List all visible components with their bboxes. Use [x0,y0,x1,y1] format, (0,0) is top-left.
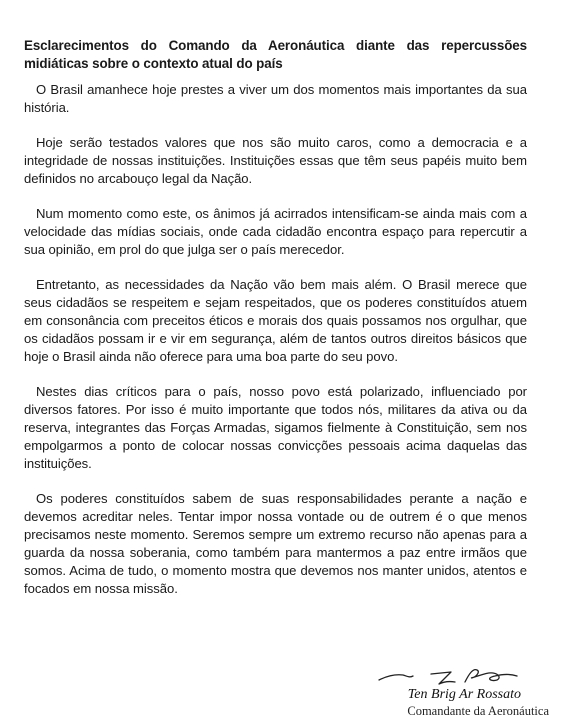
paragraph-2: Hoje serão testados valores que nos são muito caros, como a democracia e a integridade de nossas instituições. Instituições essas que têm seus papéis muito bem definidos no arcabouço legal da Nação. [24,135,527,186]
signature-block [349,662,549,722]
paragraph-3: Num momento como este, os ânimos já acirrados intensificam-se ainda mais com a velocidade das mídias sociais, onde cada cidadão encontra espaço para repercutir a sua opinião, em prol do que julga ser o país merecedor. [24,206,527,257]
document-title: Esclarecimentos do Comando da Aeronáutica diante das repercussões midiáticas sobre o contexto atual do país [24,38,527,71]
signatory-role: Comandante da Aeronáutica [407,704,549,718]
paragraph-4: Entretanto, as necessidades da Nação vão bem mais além. O Brasil merece que seus cidadãos se respeitem e sejam respeitados, que os poderes constituídos atuem em consonância com preceitos éticos e morais dos quais possamos nos orgulhar, que os cidadãos possam ir e vir em segurança, além de tantos outros direitos básicos que hoje o Brasil ainda não oferece para uma boa parte do seu povo. [24,277,527,364]
paragraph-6: Os poderes constituídos sabem de suas responsabilidades perante a nação e devemos acreditar neles. Tentar impor nossa vontade ou de outrem é o que menos precisamos neste momento. Seremos sempre um extremo recurso não apenas para a guarda da nossa soberania, como também para mantermos a paz entre irmãos que somos. Acima de tudo, o momento mostra que devemos nos manter unidos, atentos e focados em nossa missão. [24,491,527,596]
paragraph-5: Nestes dias críticos para o país, nosso povo está polarizado, influenciado por diversos fatores. Por isso é muito importante que todos nós, militares da ativa ou da reserva, integrantes das Forças Armadas, sigamos fielmente à Constituição, sem nos empolgarmos a ponto de colocar nossas convicções pessoais acima daquelas das instituições. [24,384,527,471]
signatory-name: Ten Brig Ar Rossato [407,687,521,702]
paragraph-1: O Brasil amanhece hoje prestes a viver um dos momentos mais importantes da sua história. [24,82,527,115]
